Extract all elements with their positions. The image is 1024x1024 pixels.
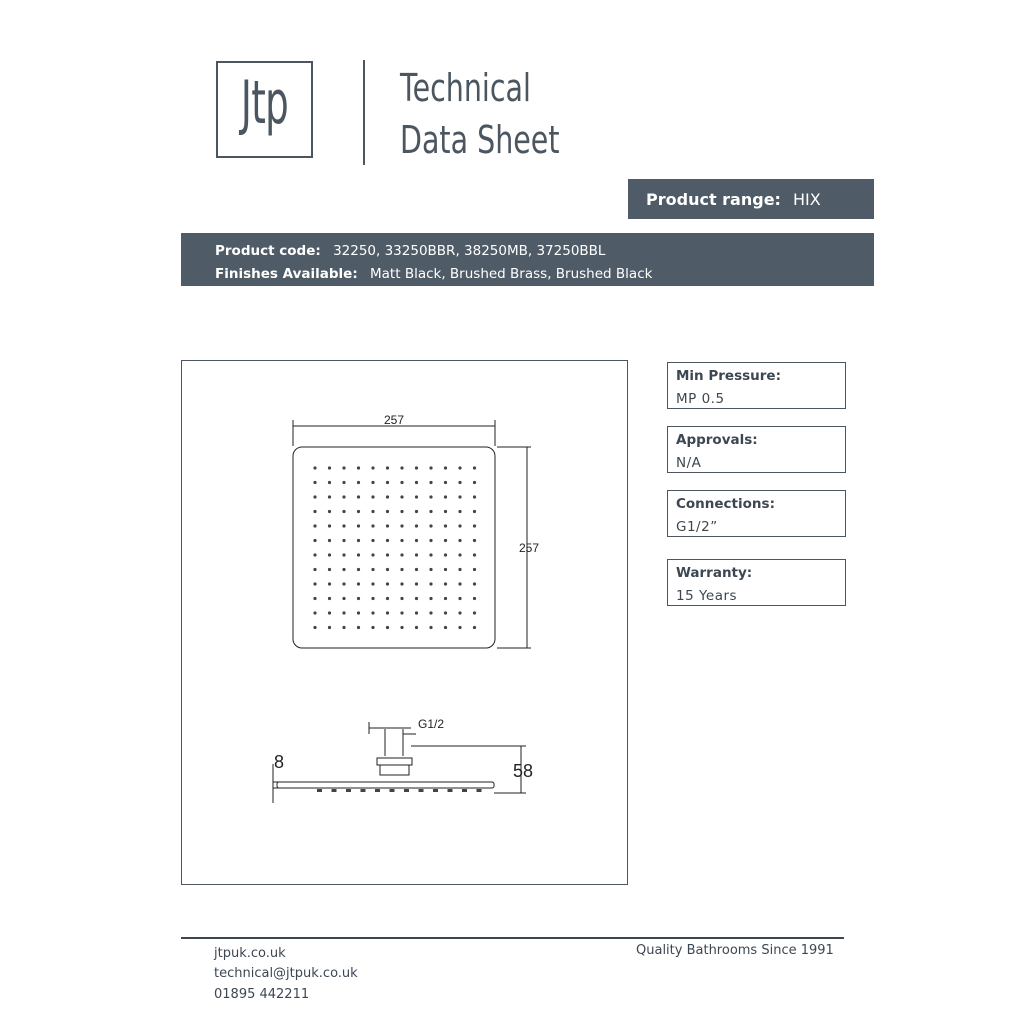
nozzle-dot [473,466,476,469]
side-nozzle [477,789,482,792]
nozzle-dot [458,597,461,600]
nozzle-dot [371,553,374,556]
nozzle-dot [357,553,360,556]
nozzle-dot [473,582,476,585]
nozzle-dot [386,568,389,571]
spec-value: 15 Years [676,588,738,604]
nozzle-dot [415,582,418,585]
nozzle-dot [371,510,374,513]
side-nozzle [361,789,366,792]
nozzle-dot [429,466,432,469]
nozzle-dot [400,568,403,571]
nozzle-dot [328,466,331,469]
nozzle-dot [371,524,374,527]
nozzle-dot [313,539,316,542]
nozzle-dot [313,510,316,513]
nozzle-dot [473,481,476,484]
nozzle-dot [429,510,432,513]
nozzle-dot [444,568,447,571]
dim-width-label: 257 [383,413,405,427]
nozzle-dot [429,611,432,614]
nozzle-dot [429,626,432,629]
nozzle-dot [357,626,360,629]
nozzle-dot [386,466,389,469]
spec-min-pressure [667,362,846,409]
nozzle-dot [342,553,345,556]
nozzle-dot [328,481,331,484]
nozzle-grid [313,466,476,629]
nozzle-dot [444,539,447,542]
nozzle-dot [444,466,447,469]
nozzle-dot [357,597,360,600]
shower-plate-side [277,782,494,788]
nozzle-dot [458,481,461,484]
nozzle-dot [444,553,447,556]
nozzle-dot [371,481,374,484]
technical-drawing [181,360,628,885]
nozzle-dot [328,553,331,556]
product-range-bar [628,179,874,219]
connection-label: G1/2 [418,717,445,731]
nozzle-dot [415,597,418,600]
nozzle-dot [328,524,331,527]
nozzle-dot [342,582,345,585]
nozzle-dot [415,626,418,629]
nozzle-dot [473,626,476,629]
nozzle-dot [386,524,389,527]
spec-connections [667,490,846,537]
dim-thickness-label: 8 [274,752,285,772]
arm-collar [380,765,409,775]
nozzle-dot [328,568,331,571]
nozzle-dot [328,597,331,600]
nozzle-dot [444,524,447,527]
footer-email-link[interactable]: technical@jtpuk.co.uk [214,966,358,981]
nozzle-dot [444,597,447,600]
finishes-row [215,263,874,286]
nozzle-dot [429,481,432,484]
nozzle-dot [400,466,403,469]
nozzle-dot [444,626,447,629]
nozzle-dot [371,568,374,571]
nozzle-dot [429,582,432,585]
nozzle-dot [357,582,360,585]
nozzle-dot [415,524,418,527]
side-nozzle [448,789,453,792]
footer-phone: 01895 442211 [214,987,310,1002]
nozzle-dot [313,553,316,556]
nozzle-dot [458,626,461,629]
nozzle-dot [458,466,461,469]
nozzle-dot [371,597,374,600]
dim-total-height-label: 58 [512,761,534,781]
nozzle-dot [400,553,403,556]
nozzle-dot [342,481,345,484]
nozzle-dot [313,611,316,614]
nozzle-dot [357,539,360,542]
footer-tagline: Quality Bathrooms Since 1991 [636,943,834,958]
dim-height-label: 257 [518,541,540,555]
product-range-value: HIX [792,189,821,209]
side-nozzle [433,789,438,792]
nozzle-dot [386,597,389,600]
nozzle-dot [386,611,389,614]
nozzle-dot [386,553,389,556]
nozzle-dot [444,611,447,614]
nozzle-dot [444,582,447,585]
nozzle-dot [342,495,345,498]
nozzle-dot [400,597,403,600]
nozzle-dot [386,582,389,585]
nozzle-dot [328,510,331,513]
spec-approvals [667,426,846,473]
nozzle-dot [429,568,432,571]
nozzle-dot [429,495,432,498]
shower-head-top-view [293,447,495,648]
spec-label: Warranty: [676,565,753,581]
spec-value: N/A [676,455,702,471]
nozzle-dot [458,510,461,513]
nozzle-dot [415,510,418,513]
nozzle-dot [415,466,418,469]
nozzle-dot [473,611,476,614]
finishes-label: Finishes Available: [215,266,358,282]
nozzle-dot [386,510,389,513]
footer-website-link[interactable]: jtpuk.co.uk [214,946,286,961]
footer-divider [181,937,844,939]
nozzle-dot [400,495,403,498]
nozzle-dot [444,481,447,484]
spec-label: Connections: [676,496,775,512]
nozzle-dot [458,524,461,527]
nozzle-dot [386,539,389,542]
nozzle-dot [400,481,403,484]
nozzle-dot [415,568,418,571]
side-nozzle [404,789,409,792]
nozzle-dot [473,568,476,571]
nozzle-dot [473,524,476,527]
nozzle-dot [429,524,432,527]
side-nozzle [462,789,467,792]
product-info-bar [181,233,874,286]
nozzle-dot [328,539,331,542]
nozzle-dot [458,539,461,542]
nozzle-dot [444,510,447,513]
nozzle-dot [357,466,360,469]
nozzle-dot [415,611,418,614]
nozzle-dot [342,524,345,527]
nozzle-dot [371,539,374,542]
nozzle-dot [400,582,403,585]
nozzle-dot [357,495,360,498]
side-nozzle [419,789,424,792]
nozzle-dot [429,539,432,542]
nozzle-dot [400,539,403,542]
nozzle-dot [473,597,476,600]
spec-label: Min Pressure: [676,368,781,384]
nozzle-dot [313,481,316,484]
nozzle-dot [386,626,389,629]
nozzle-dot [400,524,403,527]
nozzle-dot [342,568,345,571]
nozzle-dot [458,611,461,614]
nozzle-dot [313,582,316,585]
nozzle-dot [429,597,432,600]
nozzle-dot [313,597,316,600]
nozzle-dot [400,510,403,513]
nozzle-dot [415,539,418,542]
nozzle-dot [313,524,316,527]
nozzle-dot [342,626,345,629]
product-range-label: Product range: [646,189,781,209]
nozzle-dot [328,626,331,629]
nozzle-dot [357,510,360,513]
side-nozzle [317,789,322,792]
product-code-row [215,240,874,263]
nozzle-dot [415,495,418,498]
nozzle-dot [386,481,389,484]
spec-warranty [667,559,846,606]
shower-head-side-view [273,722,526,803]
nozzle-dot [415,481,418,484]
nozzle-dot [458,495,461,498]
nozzle-dot [400,626,403,629]
nozzle-dot [386,495,389,498]
nozzle-dot [342,466,345,469]
nozzle-dot [371,626,374,629]
nozzle-dot [342,597,345,600]
nozzle-dot [400,611,403,614]
nozzle-dot [357,524,360,527]
spec-value: G1/2” [676,519,718,535]
nozzle-dot [371,582,374,585]
spec-label: Approvals: [676,432,758,448]
nozzle-dot [444,495,447,498]
product-code-value: 32250, 33250BBR, 38250MB, 37250BBL [333,243,606,259]
nozzle-dot [458,568,461,571]
nozzle-dot [371,495,374,498]
nozzle-dot [371,466,374,469]
nozzle-dot [328,611,331,614]
product-code-label: Product code: [215,243,321,259]
nozzle-dot [328,495,331,498]
header-divider [363,60,365,165]
nozzle-dot [473,553,476,556]
side-nozzle [332,789,337,792]
finishes-value: Matt Black, Brushed Brass, Brushed Black [370,266,653,282]
nozzle-dot [473,495,476,498]
nozzle-dot [357,568,360,571]
side-nozzle-row [317,789,482,792]
nozzle-dot [458,553,461,556]
nozzle-dot [357,481,360,484]
title-technical: Technical [400,66,531,110]
nozzle-dot [458,582,461,585]
nozzle-dot [473,510,476,513]
spec-value: MP 0.5 [676,391,725,407]
arm-nut [377,758,412,765]
nozzle-dot [313,495,316,498]
nozzle-dot [473,539,476,542]
logo: Jtp [240,68,289,138]
nozzle-dot [328,582,331,585]
nozzle-dot [371,611,374,614]
nozzle-dot [342,510,345,513]
title-data-sheet: Data Sheet [400,118,560,162]
side-nozzle [346,789,351,792]
side-nozzle [390,789,395,792]
nozzle-dot [313,626,316,629]
nozzle-dot [429,553,432,556]
nozzle-dot [357,611,360,614]
side-nozzle [375,789,380,792]
nozzle-dot [342,611,345,614]
nozzle-dot [415,553,418,556]
nozzle-dot [313,568,316,571]
nozzle-dot [342,539,345,542]
nozzle-dot [313,466,316,469]
